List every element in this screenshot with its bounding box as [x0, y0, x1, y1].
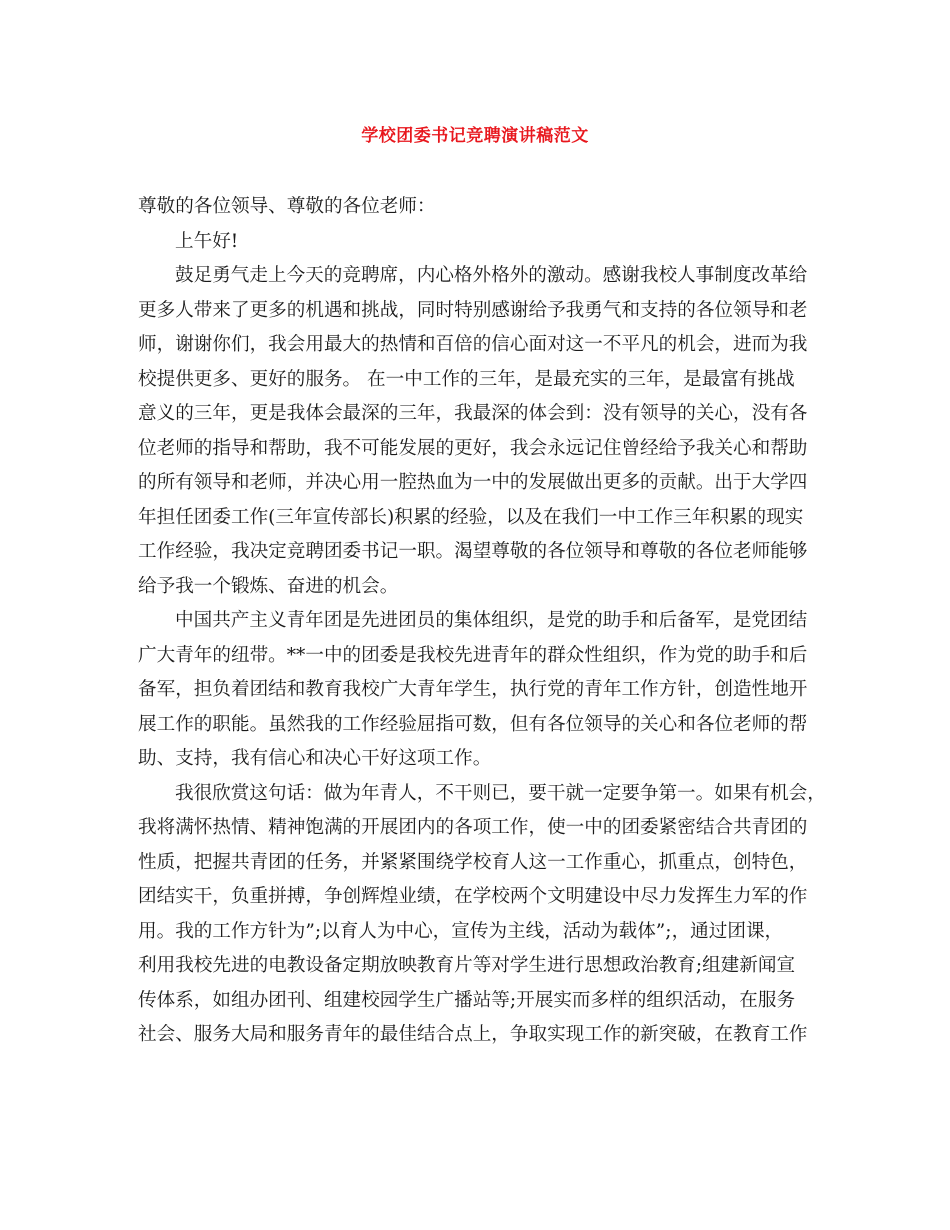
- text-line: 广大青年的纽带。**一中的团委是我校先进青年的群众性组织，作为党的助手和后: [138, 644, 808, 666]
- text-line: 助、支持，我有信心和决心干好这项工作。: [138, 748, 492, 769]
- text-line: 尊敬的各位领导、尊敬的各位老师：: [138, 196, 436, 217]
- text-line: 更多人带来了更多的机遇和挑战，同时特别感谢给予我勇气和支持的各位领导和老: [138, 299, 808, 321]
- text-line: 年担任团委工作(三年宣传部长)积累的经验，以及在我们一中工作三年积累的现实: [138, 506, 804, 528]
- text-line: 利用我校先进的电教设备定期放映教育片等对学生进行思想政治教育;组建新闻宣: [138, 955, 796, 976]
- text-line: 社会、服务大局和服务青年的最佳结合点上，争取实现工作的新突破，在教育工作: [138, 1024, 808, 1045]
- text-line: 传体系，如组办团刊、组建校园学生广播站等;开展实而多样的组织活动，在服务: [138, 989, 796, 1011]
- text-line: 鼓足勇气走上今天的竞聘席，内心格外格外的激动。感谢我校人事制度改革给: [175, 265, 808, 286]
- text-line: 的所有领导和老师，并决心用一腔热血为一中的发展做出更多的贡献。出于大学四: [138, 472, 808, 493]
- text-line: 校提供更多、更好的服务。 在一中工作的三年，是最充实的三年，是最富有挑战: [138, 368, 795, 390]
- text-line: 我将满怀热情、精神饱满的开展团内的各项工作，使一中的团委紧密结合共青团的: [138, 817, 808, 838]
- text-line: 意义的三年，更是我体会最深的三年，我最深的体会到：没有领导的关心，没有各: [138, 403, 808, 424]
- text-line: 用。我的工作方针为”;以育人为中心，宣传为主线，活动为载体”;，通过团课，: [138, 920, 784, 942]
- document-body: [138, 190, 826, 1053]
- text-line: 中国共产主义青年团是先进团员的集体组织，是党的助手和后备军，是党团结: [175, 610, 808, 631]
- text-line: 师，谢谢你们，我会用最大的热情和百倍的信心面对这一不平凡的机会，进而为我: [138, 334, 808, 355]
- text-line: 工作经验，我决定竞聘团委书记一职。渴望尊敬的各位领导和尊敬的各位老师能够: [138, 541, 808, 562]
- text-line: 给予我一个锻炼、奋进的机会。: [138, 575, 399, 597]
- text-line: 我很欣赏这句话：做为年青人，不干则已，要干就一定要争第一。如果有机会，: [175, 782, 826, 804]
- document-title: 学校团委书记竞聘演讲稿范文: [361, 126, 589, 146]
- text-line: 上午好!: [175, 230, 239, 252]
- text-line: 备军，担负着团结和教育我校广大青年学生，执行党的青年工作方针，创造性地开: [138, 679, 808, 700]
- text-line: 性质，把握共青团的任务，并紧紧围绕学校育人这一工作重心，抓重点，创特色，: [138, 851, 808, 873]
- text-line: 展工作的职能。虽然我的工作经验屈指可数，但有各位领导的关心和各位老师的帮: [138, 713, 808, 735]
- text-line: 位老师的指导和帮助，我不可能发展的更好，我会永远记住曾经给予我关心和帮助: [138, 437, 808, 459]
- text-line: 团结实干，负重拼搏，争创辉煌业绩，在学校两个文明建设中尽力发挥生力军的作: [138, 886, 808, 907]
